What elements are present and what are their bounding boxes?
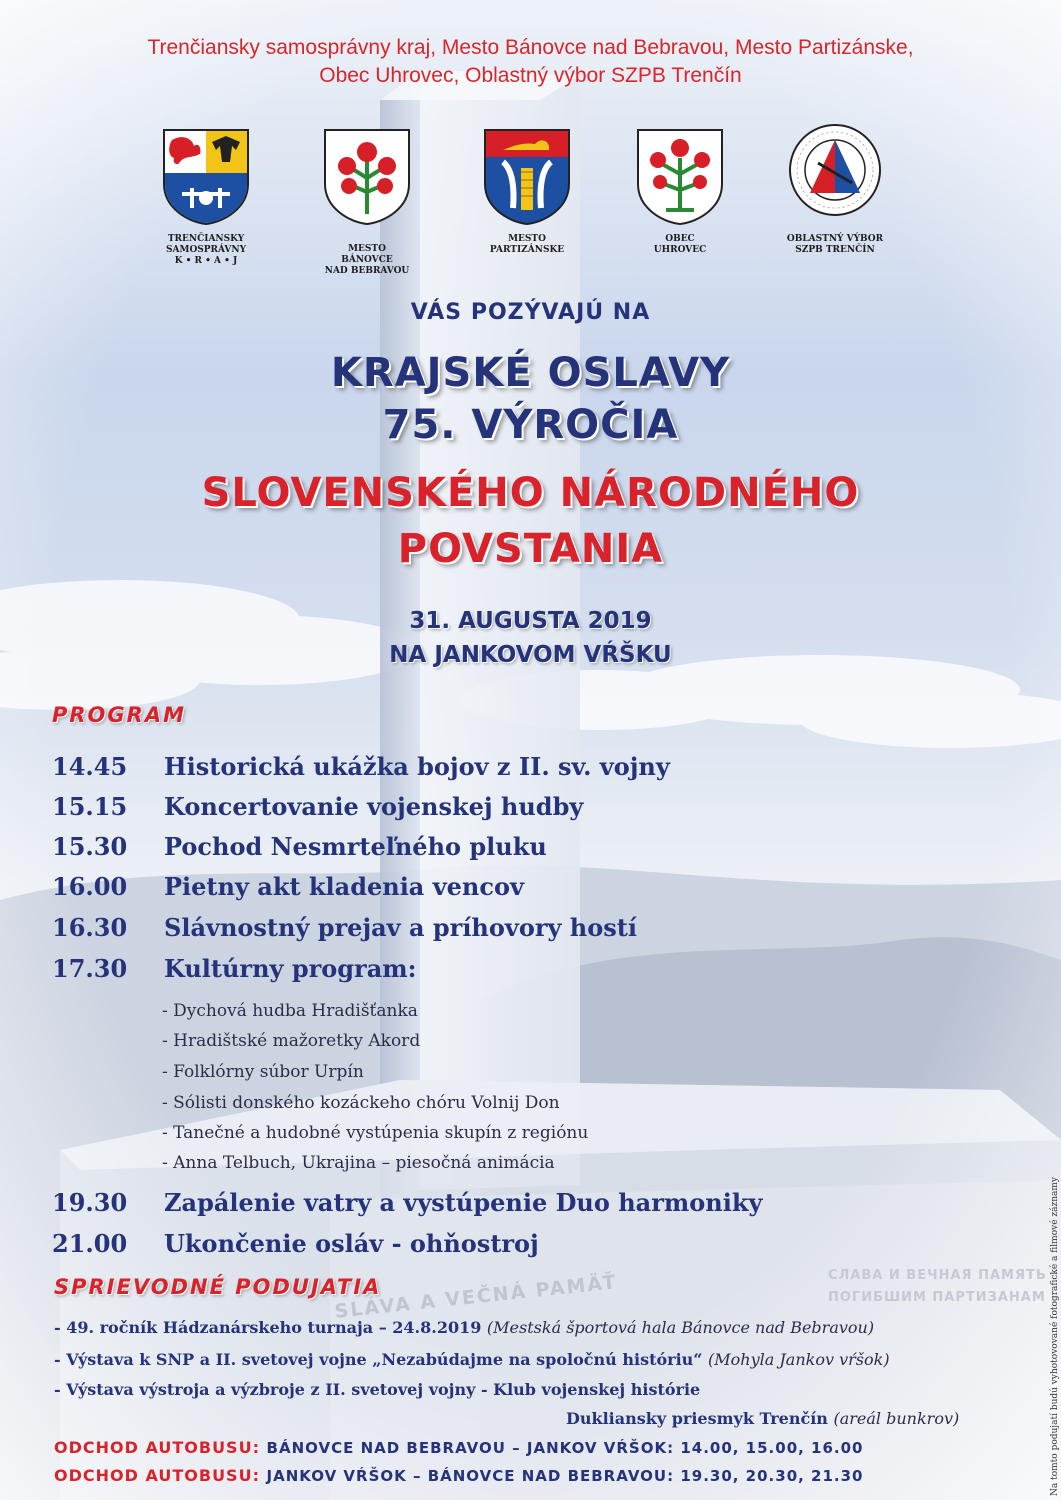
crest-caption-szpb [765, 234, 905, 256]
program-time: 19.30 [52, 1188, 128, 1217]
event-date: 31. AUGUSTA 2019 [409, 608, 652, 634]
crest-caption-line: PARTIZÁNSKE [489, 245, 565, 255]
accompanying-events-heading: SPRIEVODNÉ PODUJATIA [54, 1275, 382, 1299]
monument-inscription-right-2: ПОГИБШИМ ПАРТИЗАНАМ [828, 1290, 1046, 1305]
program-heading: PROGRAM [52, 703, 186, 727]
program-time: 21.00 [52, 1229, 128, 1258]
monument-inscription-right-1: СЛАВА И ВЕЧНАЯ ПАМЯТЬ [828, 1268, 1047, 1283]
szpb-emblem-icon [788, 123, 882, 217]
accompanying-event-text: - Výstava výstroja a výzbroje z II. svetovej vojny - Klub vojenskej histórie [54, 1380, 701, 1399]
bus-departure [54, 1466, 864, 1485]
title-line-2: 75. VÝROČIA [382, 402, 679, 448]
tsk-coat-of-arms-icon [162, 128, 250, 226]
crest-caption-line: SZPB TRENČÍN [795, 245, 875, 255]
title-line-1: KRAJSKÉ OSLAVY [330, 350, 731, 396]
title-line-4: POVSTANIA [397, 526, 664, 572]
accompanying-event-location: (Mohyla Jankov vŕšok) [708, 1350, 890, 1369]
cultural-program-item: - Tanečné a hudobné vystúpenia skupín z regiónu [162, 1123, 589, 1143]
organizers-line-2: Obec Uhrovec, Oblastný výbor SZPB Trenčín [319, 64, 742, 87]
accompanying-event-text: - 49. ročník Hádzanárskeho turnaja – 24.8.2019 [54, 1318, 487, 1337]
bus-departure-route: JANKOV VŔŠOK – BÁNOVCE NAD BEBRAVOU: 19.30, 20.30, 21.30 [266, 1467, 864, 1485]
accompanying-event [54, 1380, 700, 1399]
recording-notice: Na tomto podujatí budú vyhotovované fotografické a filmové záznamy [1050, 1176, 1060, 1496]
program-time: 14.45 [52, 752, 128, 781]
cultural-program-item: - Dychová hudba Hradišťanka [162, 1001, 418, 1021]
bus-departure-label: ODCHOD AUTOBUSU: [54, 1466, 260, 1485]
bus-departure [54, 1438, 864, 1457]
title-line-3: SLOVENSKÉHO NÁRODNÉHO [201, 470, 860, 516]
program-title: Zapálenie vatry a vystúpenie Duo harmoniky [164, 1188, 763, 1217]
monument-inscription-left: SLÁVA A VEČNÁ PAMÄŤ [333, 1271, 619, 1323]
program-time: 16.30 [52, 913, 128, 942]
bus-departure-label: ODCHOD AUTOBUSU: [54, 1438, 260, 1457]
crest-caption-line: MESTO [508, 234, 546, 244]
bus-departure-route: BÁNOVCE NAD BEBRAVOU – JANKOV VŔŠOK: 14.00, 15.00, 16.00 [266, 1439, 864, 1457]
program-time: 16.00 [52, 872, 128, 901]
program-title: Slávnostný prejav a príhovory hostí [164, 913, 637, 942]
accompanying-event [54, 1318, 874, 1337]
event-place: NA JANKOVOM VŔŠKU [389, 642, 672, 668]
partizanske-coat-of-arms-icon [483, 128, 571, 226]
program-title: Ukončenie osláv - ohňostroj [164, 1229, 539, 1258]
accompanying-event-text: Dukliansky priesmyk Trenčín [566, 1409, 834, 1428]
program-title: Pietny akt kladenia vencov [164, 872, 524, 901]
uhrovec-coat-of-arms-icon [636, 128, 724, 226]
accompanying-event [54, 1350, 890, 1369]
crest-caption-uhrovec [610, 234, 750, 256]
program-title: Kultúrny program: [164, 954, 417, 983]
crest-caption-line: K • R • A • J [174, 256, 238, 266]
accompanying-event-continuation [566, 1409, 959, 1428]
cultural-program-item: - Hradištské mažoretky Akord [162, 1031, 421, 1051]
cultural-program-item: - Sólisti donského kozáckeho chóru Volnij Don [162, 1093, 560, 1113]
accompanying-event-text: - Výstava k SNP a II. svetovej vojne „Nezabúdajme na spoločnú históriu“ [54, 1350, 709, 1369]
cultural-program-item: - Folklórny súbor Urpín [162, 1062, 364, 1082]
program-time: 15.30 [52, 832, 128, 861]
program-time: 15.15 [52, 792, 128, 821]
crest-caption-line: UHROVEC [653, 245, 707, 255]
accompanying-event-location: (Mestská športová hala Bánovce nad Bebravou) [486, 1318, 875, 1337]
invitation-line: VÁS POZÝVAJÚ NA [410, 300, 651, 325]
banovce-coat-of-arms-icon [323, 128, 411, 226]
crest-caption-line: OBLASTNÝ VÝBOR [786, 234, 884, 244]
organizers-line-1: Trenčiansky samosprávny kraj, Mesto Bánovce nad Bebravou, Mesto Partizánske, [147, 36, 914, 59]
program-time: 17.30 [52, 954, 128, 983]
crest-caption-line: TRENČIANSKY [167, 234, 245, 244]
cultural-program-item: - Anna Telbuch, Ukrajina – piesočná animácia [162, 1153, 555, 1173]
program-title: Historická ukážka bojov z II. sv. vojny [164, 752, 670, 781]
program-title: Pochod Nesmrteľného pluku [164, 832, 547, 861]
accompanying-event-location: (areál bunkrov) [833, 1409, 960, 1428]
crest-caption-tsk [136, 234, 276, 267]
crest-caption-banovce [297, 244, 437, 277]
program-title: Koncertovanie vojenskej hudby [164, 792, 584, 821]
crest-caption-partizanske [457, 234, 597, 256]
crest-caption-line: BÁNOVCE [341, 255, 393, 265]
crest-caption-line: SAMOSPRÁVNY [166, 245, 246, 255]
crest-caption-line: OBEC [665, 234, 695, 244]
crest-caption-line: MESTO [348, 244, 386, 254]
crest-caption-line: NAD BEBRAVOU [324, 266, 410, 276]
